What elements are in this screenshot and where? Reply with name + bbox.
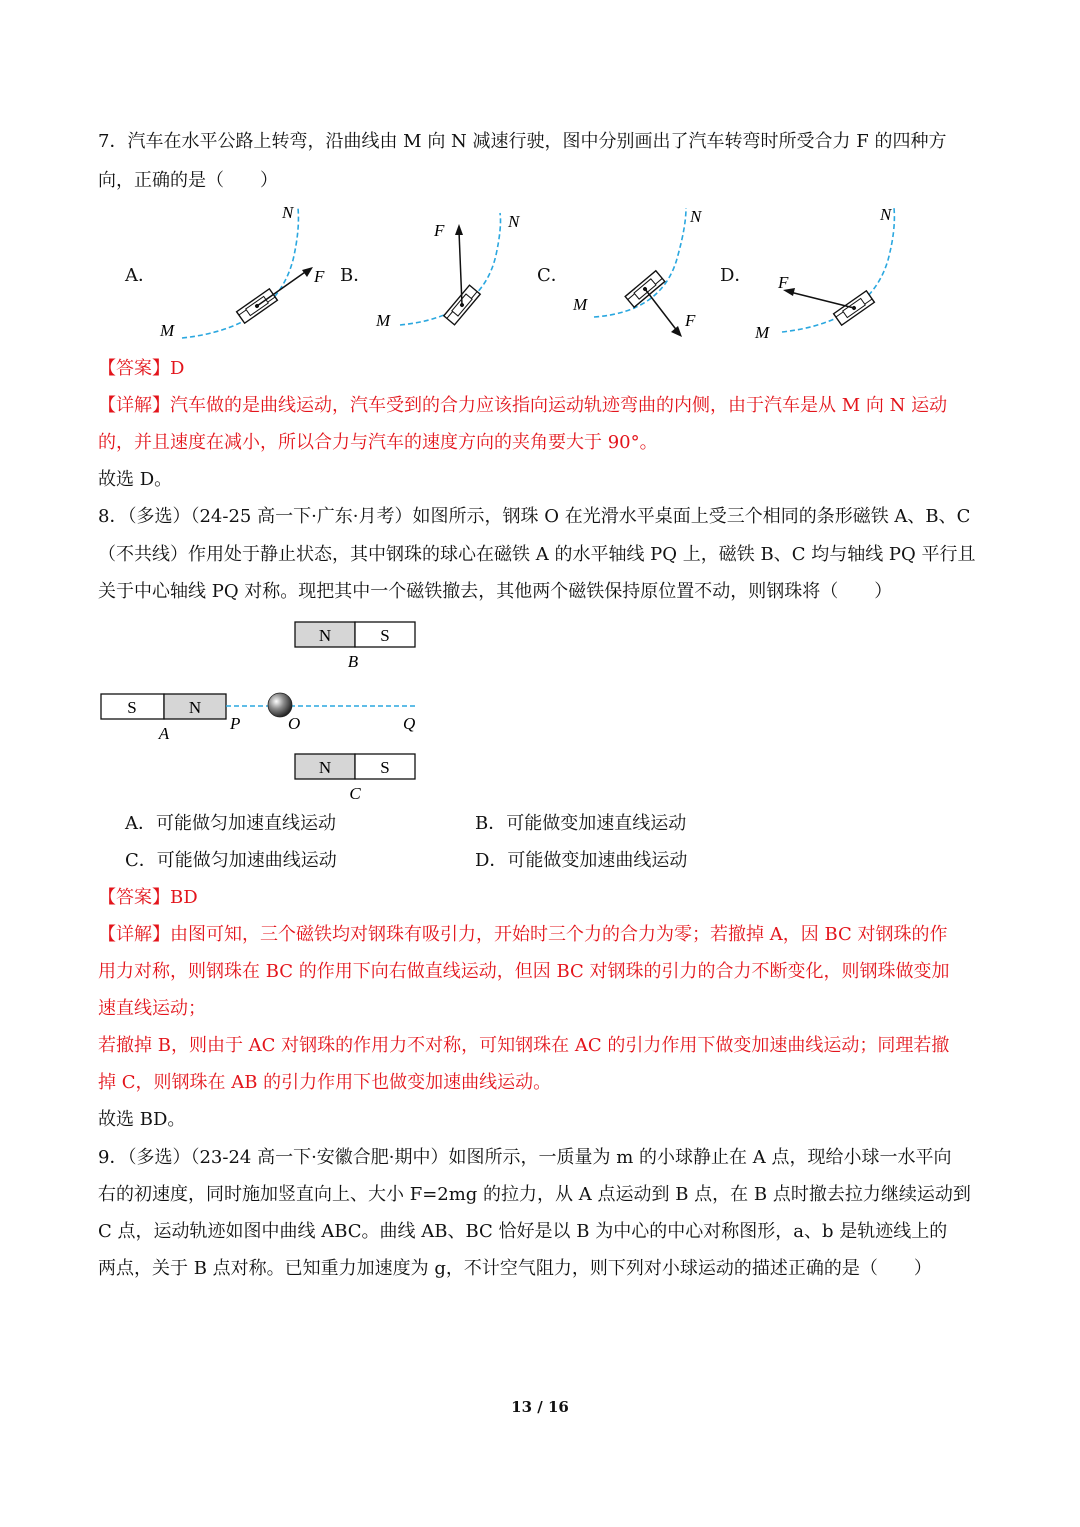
q8-stem-line3: 关于中心轴线 PQ 对称。现把其中一个磁铁撤去，其他两个磁铁保持原位置不动，则钢珠将（ ） <box>98 581 893 602</box>
q8-stem-line2: （不共线）作用处于静止状态，其中钢珠的球心在磁铁 A 的水平轴线 PQ 上，磁铁 B、C 均与轴线 PQ 平行且 <box>98 544 976 565</box>
q9-stem-line3: C 点，运动轨迹如图中曲线 ABC。曲线 AB、BC 恰好是以 B 为中心的中心对称图形，a、b 是轨迹线上的 <box>98 1221 948 1242</box>
magnet-b <box>295 622 415 671</box>
q7-stem-line2: 向，正确的是（ ） <box>98 170 278 191</box>
q7-a-label-f: F <box>314 267 325 286</box>
q8-detail-line5: 掉 C，则钢珠在 AB 的引力作用下也做变加速曲线运动。 <box>98 1072 552 1093</box>
point-p-label: P <box>230 714 241 733</box>
magnet-c <box>295 754 415 803</box>
q8-option-a: A．可能做匀加速直线运动 <box>125 813 336 834</box>
q7-diagram-d <box>752 200 922 350</box>
q7-option-b-label: B． <box>340 265 372 286</box>
q7-detail-line2: 的，并且速度在减小，所以合力与汽车的速度方向的夹角要大于 90°。 <box>98 432 658 453</box>
q7-d-label-m: M <box>755 323 770 342</box>
q7-diagram-b <box>370 205 540 345</box>
q8-answer: 【答案】BD <box>98 887 198 908</box>
q7-option-c-label: C． <box>537 265 569 286</box>
page-number: 13 / 16 <box>511 1398 569 1416</box>
q7-option-d-label: D． <box>720 265 753 286</box>
magnet-a-label: A <box>158 724 170 743</box>
magnet-a <box>101 694 226 743</box>
point-q-label: Q <box>403 714 416 733</box>
q8-choose: 故选 BD。 <box>98 1109 186 1130</box>
q8-option-d: D．可能做变加速曲线运动 <box>475 850 688 871</box>
svg-text:S: S <box>380 626 390 645</box>
q7-c-label-f: F <box>685 311 696 330</box>
svg-text:N: N <box>188 698 202 717</box>
q8-option-c: C．可能做匀加速曲线运动 <box>125 850 337 871</box>
q7-stem-line1: 7．汽车在水平公路上转弯，沿曲线由 M 向 N 减速行驶，图中分别画出了汽车转弯时所受合力 F 的四种方 <box>98 131 947 152</box>
q7-d-label-n: N <box>880 205 892 224</box>
q7-option-a-label: A． <box>125 265 156 286</box>
q7-choose: 故选 D。 <box>98 469 173 490</box>
svg-text:N: N <box>318 758 332 777</box>
q7-a-label-n: N <box>282 203 294 222</box>
svg-text:S: S <box>380 758 390 777</box>
q7-a-label-m: M <box>160 321 175 340</box>
q9-stem-line1: 9．（多选）（23-24 高一下·安徽合肥·期中）如图所示，一质量为 m 的小球静止在 A 点，现给小球一水平向 <box>98 1147 952 1168</box>
svg-text:S: S <box>127 698 137 717</box>
q8-option-b: B．可能做变加速直线运动 <box>475 813 687 834</box>
q9-stem-line2: 右的初速度，同时施加竖直向上、大小 F=2mg 的拉力，从 A 点运动到 B 点，在 B 点时撤去拉力继续运动到 <box>98 1184 971 1205</box>
q9-stem-line4: 两点，关于 B 点对称。已知重力加速度为 g，不计空气阻力，则下列对小球运动的描述正确的是（ ） <box>98 1258 932 1279</box>
q8-detail-line2: 用力对称，则钢珠在 BC 的作用下向右做直线运动，但因 BC 对钢珠的引力的合力不断变化，则钢珠做变加 <box>98 961 950 982</box>
q7-answer: 【答案】D <box>98 358 185 379</box>
q8-detail-line3: 速直线运动； <box>98 998 206 1019</box>
q8-detail-line1: 【详解】由图可知，三个磁铁均对钢珠有吸引力，开始时三个力的合力为零；若撤掉 A，因 BC 对钢珠的作 <box>98 924 948 945</box>
q7-b-label-f: F <box>434 221 445 240</box>
q8-detail-line4: 若撤掉 B，则由于 AC 对钢珠的作用力不对称，可知钢珠在 AC 的引力作用下做变加速曲线运动；同理若撤 <box>98 1035 950 1056</box>
q7-diagram-a <box>150 200 340 350</box>
magnet-c-label: C <box>349 784 361 803</box>
q7-c-label-n: N <box>690 207 702 226</box>
q7-d-label-f: F <box>778 273 789 292</box>
q8-magnet-diagram <box>95 615 445 805</box>
svg-text:N: N <box>318 626 332 645</box>
q8-stem-line1: 8．（多选）（24-25 高一下·广东·月考）如图所示，钢珠 O 在光滑水平桌面上受三个相同的条形磁铁 A、B、C <box>98 506 971 527</box>
point-o-label: O <box>288 714 301 733</box>
q7-diagram-c <box>568 200 738 350</box>
q7-c-label-m: M <box>573 295 588 314</box>
q7-b-label-m: M <box>376 311 391 330</box>
magnet-b-label: B <box>347 652 359 671</box>
q7-b-label-n: N <box>508 212 520 231</box>
q7-detail-line1: 【详解】汽车做的是曲线运动，汽车受到的合力应该指向运动轨迹弯曲的内侧，由于汽车是从 M 向 N 运动 <box>98 395 948 416</box>
